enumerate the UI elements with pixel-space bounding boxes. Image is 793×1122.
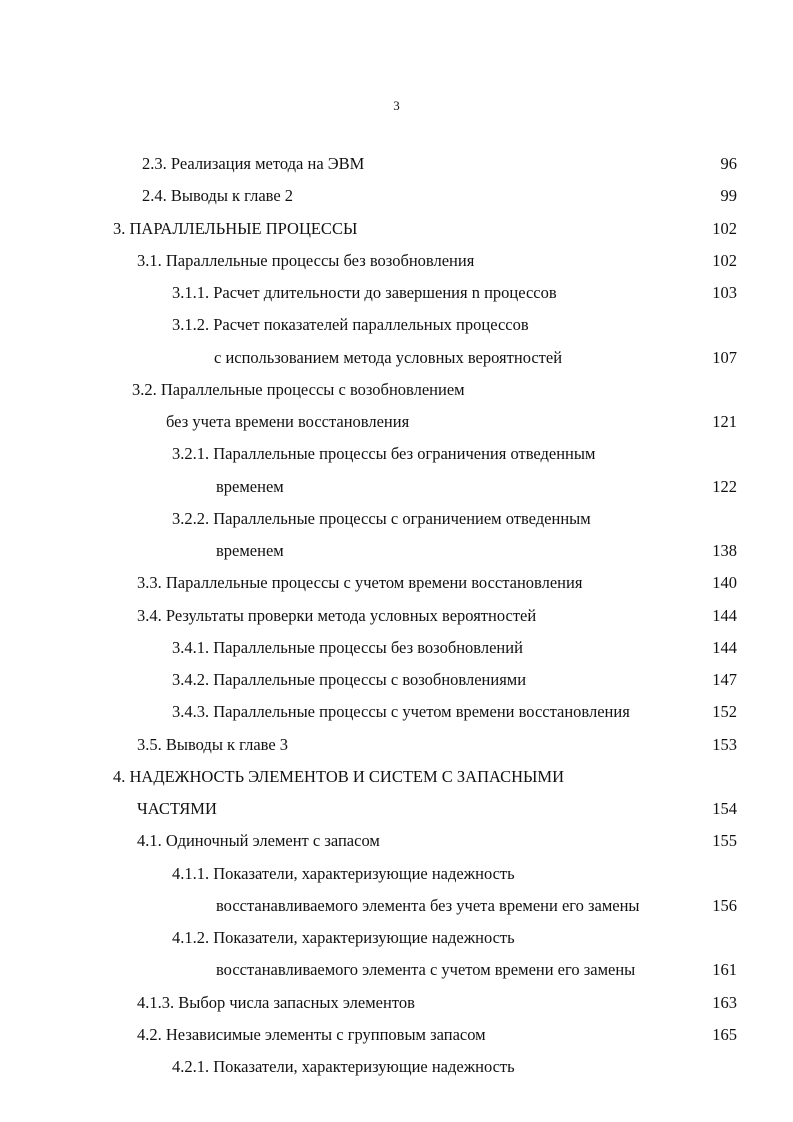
toc-entry <box>0 858 793 890</box>
toc-entry-text: 3.2.2. Параллельные процессы с ограничением отведенным <box>172 508 591 528</box>
toc-entry <box>0 761 793 793</box>
toc-entry <box>0 1019 793 1051</box>
toc-entry <box>0 471 793 503</box>
toc-entry <box>0 1051 793 1083</box>
toc-entry-page: 144 <box>712 605 737 625</box>
page-number: 3 <box>393 98 400 113</box>
toc-entry-page: 107 <box>712 347 737 367</box>
toc-entry-text: 4.1.3. Выбор числа запасных элементов <box>137 992 415 1012</box>
toc-entry-text: 3.4.2. Параллельные процессы с возобновлениями <box>172 670 527 689</box>
toc-entry-text: 3.5. Выводы к главе 3 <box>137 734 289 754</box>
toc-entry <box>0 213 793 245</box>
toc-entry-text: временем <box>216 476 284 496</box>
toc-entry-page: 153 <box>712 734 737 754</box>
toc-entry-page: 144 <box>712 637 737 657</box>
toc-entry <box>0 277 793 309</box>
toc-entry <box>0 729 793 761</box>
toc-entry <box>0 342 793 374</box>
toc-entry <box>0 825 793 857</box>
toc-entry <box>0 309 793 341</box>
toc-entry <box>0 148 793 180</box>
toc-entry <box>0 567 793 599</box>
toc-entry-text: 2.4. Выводы к главе 2 <box>142 186 294 206</box>
toc-entry-text: 3. ПАРАЛЛЕЛЬНЫЕ ПРОЦЕССЫ <box>113 218 358 238</box>
toc-entry-text: 4.1. Одиночный элемент с запасом <box>137 831 380 851</box>
toc-entry-page: 103 <box>712 283 737 302</box>
toc-entry <box>0 600 793 632</box>
toc-entry-page: 147 <box>712 670 737 689</box>
toc-entry-text: восстанавливаемого элемента с учетом времени его замены <box>216 960 636 980</box>
toc-entry-text: без учета времени восстановления <box>166 412 410 431</box>
toc-entry <box>0 632 793 664</box>
toc-entry-text: 3.4.3. Параллельные процессы с учетом времени восстановления <box>172 702 630 722</box>
toc-entry-page: 102 <box>712 250 737 270</box>
toc-entry-text: 2.3. Реализация метода на ЭВМ <box>142 154 365 173</box>
toc-entry <box>0 535 793 567</box>
toc-entry-text: 3.3. Параллельные процессы с учетом времени восстановления <box>137 573 583 593</box>
toc-entry <box>0 987 793 1019</box>
toc-entry-page: 156 <box>712 895 737 915</box>
toc-entry-page: 155 <box>712 831 737 851</box>
toc-entry-text: 3.2. Параллельные процессы с возобновлением <box>132 379 465 399</box>
toc-entry-page: 96 <box>720 154 737 173</box>
toc-entry-text: 4.2. Независимые элементы с групповым запасом <box>137 1024 486 1044</box>
toc-entry-page: 121 <box>712 412 737 431</box>
toc-entry-text: 4. НАДЕЖНОСТЬ ЭЛЕМЕНТОВ И СИСТЕМ С ЗАПАСНЫМИ <box>113 766 565 786</box>
toc-entry-page: 163 <box>712 992 737 1012</box>
toc-entry-page: 99 <box>720 186 737 206</box>
toc-entry-text: ЧАСТЯМИ <box>137 799 217 818</box>
toc-entry <box>0 922 793 954</box>
toc-entry-page: 154 <box>712 799 737 818</box>
toc-entry-page: 140 <box>712 573 737 593</box>
toc-entry-text: 3.1. Параллельные процессы без возобновления <box>137 250 475 270</box>
toc-entry <box>0 793 793 825</box>
toc-entry <box>0 374 793 406</box>
toc-entry-text: временем <box>216 541 284 560</box>
toc-entry-page: 165 <box>712 1024 737 1044</box>
toc-entry-page: 102 <box>712 218 737 238</box>
toc-entry <box>0 890 793 922</box>
toc-entry <box>0 503 793 535</box>
toc-entry <box>0 664 793 696</box>
table-of-contents <box>0 148 793 1083</box>
toc-entry-page: 122 <box>712 476 737 496</box>
toc-entry <box>0 696 793 728</box>
toc-entry-text: 3.2.1. Параллельные процессы без ограничения отведенным <box>172 444 596 464</box>
toc-entry <box>0 954 793 986</box>
toc-entry-text: 3.1.2. Расчет показателей параллельных процессов <box>172 315 529 335</box>
toc-entry-text: с использованием метода условных вероятностей <box>214 347 563 367</box>
toc-entry-page: 152 <box>712 702 737 722</box>
toc-entry-text: 3.4.1. Параллельные процессы без возобновлений <box>172 637 523 657</box>
toc-entry-text: 4.1.2. Показатели, характеризующие надежность <box>172 928 515 947</box>
toc-entry-text: 4.2.1. Показатели, характеризующие надежность <box>172 1057 515 1076</box>
toc-entry <box>0 180 793 212</box>
toc-entry-page: 161 <box>712 960 737 980</box>
toc-entry-text: 4.1.1. Показатели, характеризующие надежность <box>172 863 515 883</box>
toc-entry <box>0 438 793 470</box>
toc-entry-text: 3.1.1. Расчет длительности до завершения n процессов <box>172 283 557 302</box>
toc-entry-page: 138 <box>712 541 737 560</box>
toc-entry <box>0 406 793 438</box>
toc-entry-text: 3.4. Результаты проверки метода условных вероятностей <box>137 605 537 625</box>
toc-entry-text: восстанавливаемого элемента без учета времени его замены <box>216 895 640 915</box>
toc-entry <box>0 245 793 277</box>
